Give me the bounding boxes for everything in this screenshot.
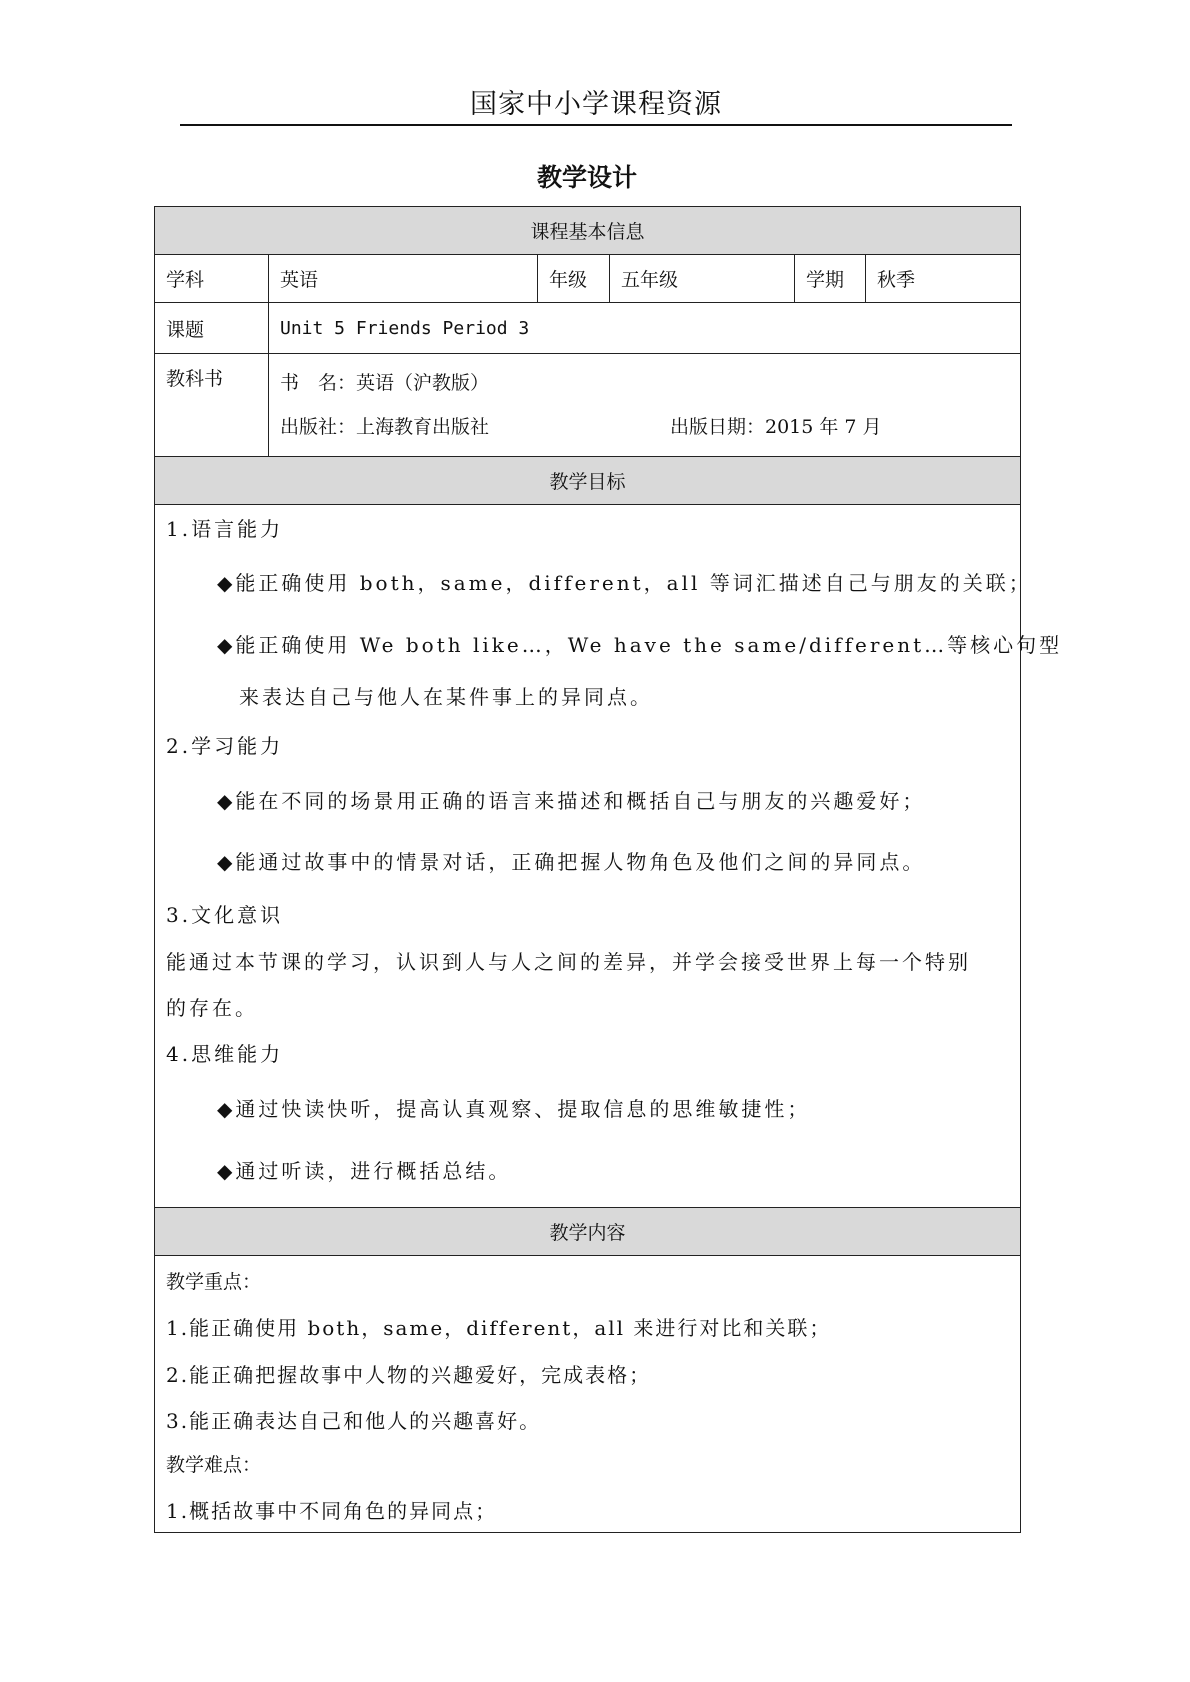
content-body <box>155 1256 1020 1532</box>
objective-heading-thinking: 4.思维能力 <box>166 1042 284 1066</box>
publication-date: 出版日期：2015 年 7 月 <box>670 416 882 438</box>
book-name-line <box>280 361 1009 405</box>
section-header-content: 教学内容 <box>155 1208 1021 1256</box>
objective-item: ◆能通过故事中的情景对话，正确把握人物角色及他们之间的异同点。 <box>217 850 926 874</box>
section-header-basic-info: 课程基本信息 <box>155 207 1021 255</box>
objective-paragraph: 能通过本节课的学习，认识到人与人之间的差异，并学会接受世界上每一个特别 <box>166 950 971 974</box>
section-header-objectives: 教学目标 <box>155 457 1021 505</box>
objective-item: ◆通过听读，进行概括总结。 <box>217 1159 512 1183</box>
info-row <box>155 255 1021 303</box>
term-label: 学期 <box>795 255 866 303</box>
grade-label: 年级 <box>538 255 610 303</box>
subject-label: 学科 <box>155 255 269 303</box>
objective-item: ◆通过快读快听，提高认真观察、提取信息的思维敏捷性； <box>217 1097 811 1121</box>
term-value: 秋季 <box>866 255 1021 303</box>
key-point-item: 2.能正确把握故事中人物的兴趣爱好，完成表格； <box>166 1363 652 1387</box>
subject-value: 英语 <box>269 255 538 303</box>
key-point-item: 3.能正确表达自己和他人的兴趣喜好。 <box>166 1409 542 1433</box>
objective-item: ◆能正确使用 We both like…，We have the same/different…等核心句型 <box>217 633 1063 657</box>
publisher: 出版社：上海教育出版社 <box>280 416 490 438</box>
objectives-cell <box>155 505 1063 1208</box>
book-name: 书 名：英语（沪教版） <box>280 372 490 394</box>
header-rule <box>180 124 1012 126</box>
objective-heading-learning: 2.学习能力 <box>166 734 284 758</box>
objective-heading-language: 1.语言能力 <box>166 517 284 541</box>
key-point-item: 1.能正确使用 both，same，different，all 来进行对比和关联； <box>166 1316 832 1340</box>
content-cell <box>155 1256 1021 1533</box>
objective-item-continuation: 来表达自己与他人在某件事上的异同点。 <box>239 685 653 709</box>
publisher-line <box>280 405 1009 449</box>
objective-paragraph: 的存在。 <box>166 996 258 1020</box>
difficult-points-label: 教学难点： <box>166 1454 262 1476</box>
objectives-body <box>155 505 1063 1207</box>
page-header-title: 国家中小学课程资源 <box>470 89 722 120</box>
key-points-label: 教学重点： <box>166 1271 262 1293</box>
difficult-point-item: 1.概括故事中不同角色的异同点； <box>166 1499 498 1523</box>
objective-item: ◆能正确使用 both，same，different，all 等词汇描述自己与朋友的关联； <box>217 571 1032 595</box>
objective-item: ◆能在不同的场景用正确的语言来描述和概括自己与朋友的兴趣爱好； <box>217 789 926 813</box>
lesson-plan-table <box>154 206 1063 1533</box>
objective-heading-culture: 3.文化意识 <box>166 903 284 927</box>
textbook-info <box>269 354 1021 457</box>
grade-value: 五年级 <box>610 255 795 303</box>
topic-label: 课题 <box>155 303 269 354</box>
document-title: 教学设计 <box>536 163 637 192</box>
textbook-label: 教科书 <box>155 354 269 457</box>
topic-value: Unit 5 Friends Period 3 <box>269 303 1021 354</box>
